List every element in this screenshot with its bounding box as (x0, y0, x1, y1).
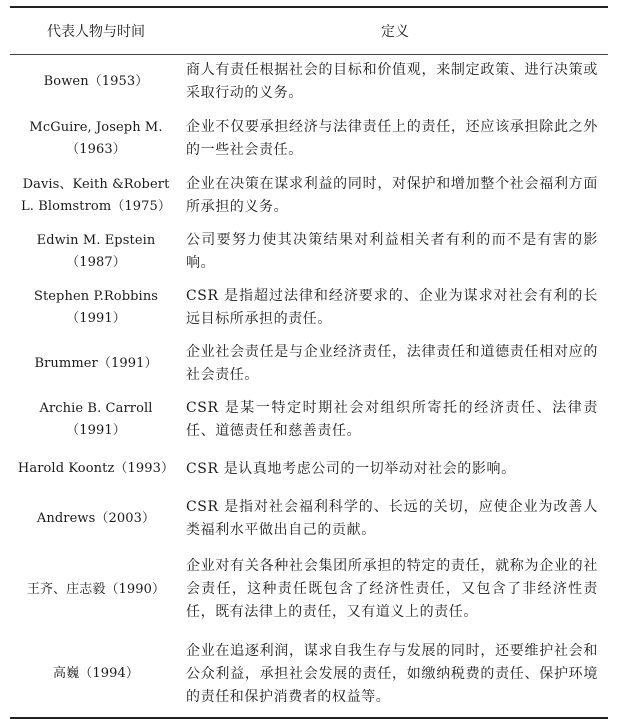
table-row (10, 224, 608, 280)
person-cell (10, 55, 182, 110)
table-row (10, 336, 608, 392)
person-year: （1963） (66, 141, 126, 157)
header-definition: 定义 (381, 24, 409, 40)
table-row (10, 548, 608, 632)
person-name: Stephen P.Robbins (33, 288, 159, 304)
definition-cell: 企业在决策在谋求利益的同时，对保护和增加整个社会福利方面所承担的义务。 (186, 175, 598, 215)
definition-cell: 公司要努力使其决策结果对利益相关者有利的而不是有害的影响。 (186, 231, 598, 271)
table-row (10, 392, 608, 449)
definition-cell: CSR 是指超过法律和经济要求的、企业为谋求对社会有利的长远目标所承担的责任。 (186, 287, 598, 327)
table-row (10, 168, 608, 224)
person-cell (10, 280, 182, 336)
table-row (10, 449, 608, 490)
person-name: Edwin M. Epstein (36, 232, 156, 248)
person-year: （1987） (66, 254, 126, 270)
definition-cell: 企业不仅要承担经济与法律责任上的责任，还应该承担除此之外的一些社会责任。 (186, 118, 598, 158)
table-body (10, 55, 608, 718)
csr-definitions-table (10, 6, 608, 719)
definition-cell: 商人有责任根据社会的目标和价值观，来制定政策、进行决策或采取行动的义务。 (186, 62, 598, 102)
person-name: Andrews（2003） (36, 510, 156, 526)
person-name: Archie B. Carroll (39, 401, 153, 416)
person-name: Davis、Keith &Robert (22, 176, 170, 192)
person-cell (10, 449, 182, 490)
person-name: 王齐、庄志毅（1990） (26, 581, 166, 597)
person-cell (10, 490, 182, 548)
person-cell (10, 548, 182, 632)
person-cell (10, 168, 182, 224)
person-cell (10, 632, 182, 718)
person-cell (10, 392, 182, 449)
person-year: （1991） (66, 310, 126, 326)
person-cell (10, 224, 182, 280)
person-year: L. Blomstrom（1975） (21, 198, 171, 214)
definition-cell: 企业对有关各种社会集团所承担的特定的责任，就称为企业的社会责任，这种责任既包含了经济性责任，又包含了非经济性责任，既有法律上的责任，又有道义上的责任。 (186, 558, 598, 620)
definition-cell: CSR 是指对社会福利科学的、长远的关切，应使企业为改善人类福利水平做出自己的贡献。 (186, 498, 598, 538)
table-row (10, 280, 608, 336)
person-cell (10, 110, 182, 168)
person-name: Brummer（1991） (34, 355, 158, 371)
header-person-time: 代表人物与时间 (47, 24, 145, 40)
table-row (10, 632, 608, 718)
person-year: （1991） (66, 423, 126, 438)
person-cell (10, 336, 182, 392)
table-row (10, 110, 608, 168)
header-row (10, 7, 608, 55)
table-row (10, 55, 608, 110)
definition-cell: CSR 是某一特定时期社会对组织所寄托的经济责任、法律责任、道德责任和慈善责任。 (186, 400, 598, 439)
person-name: 高巍（1994） (53, 666, 139, 681)
definition-cell: 企业在追逐利润，谋求自我生存与发展的同时，还要维护社会和公众利益，承担社会发展的责任，如缴纳税费的责任、保护环境的责任和保护消费者的权益等。 (186, 642, 598, 705)
definition-cell: 企业社会责任是与企业经济责任，法律责任和道德责任相对应的社会责任。 (186, 343, 598, 383)
person-name: McGuire, Joseph M. (29, 119, 163, 135)
person-name: Bowen（1953） (43, 74, 149, 90)
definition-cell: CSR 是认真地考虑公司的一切举动对社会的影响。 (186, 460, 516, 477)
person-name: Harold Koontz（1993） (17, 461, 175, 476)
table-header (10, 7, 608, 55)
table-row (10, 490, 608, 548)
